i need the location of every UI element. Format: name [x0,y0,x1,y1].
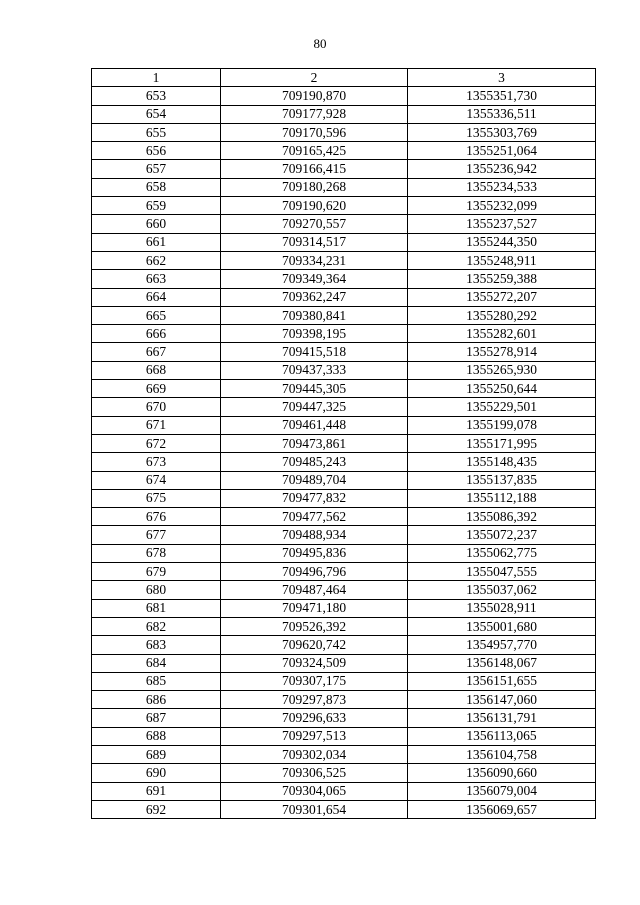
point-number-cell: 663 [92,270,221,288]
y-coordinate-cell: 1355028,911 [408,599,596,617]
x-coordinate-cell: 709485,243 [221,453,408,471]
table-row [92,654,596,672]
table-row [92,526,596,544]
table-row [92,471,596,489]
coordinates-table [91,68,596,819]
point-number-cell: 657 [92,160,221,178]
point-number-cell: 687 [92,709,221,727]
x-coordinate-cell: 709302,034 [221,745,408,763]
table-row [92,563,596,581]
table-row [92,288,596,306]
point-number-cell: 685 [92,672,221,690]
y-coordinate-cell: 1356151,655 [408,672,596,690]
x-coordinate-cell: 709526,392 [221,617,408,635]
x-coordinate-cell: 709270,557 [221,215,408,233]
y-coordinate-cell: 1355062,775 [408,544,596,562]
x-coordinate-cell: 709477,832 [221,489,408,507]
point-number-cell: 670 [92,398,221,416]
x-coordinate-cell: 709304,065 [221,782,408,800]
x-coordinate-cell: 709445,305 [221,380,408,398]
y-coordinate-cell: 1355251,064 [408,142,596,160]
table-row [92,617,596,635]
x-coordinate-cell: 709362,247 [221,288,408,306]
x-coordinate-cell: 709477,562 [221,508,408,526]
point-number-cell: 674 [92,471,221,489]
y-coordinate-cell: 1355037,062 [408,581,596,599]
y-coordinate-cell: 1355282,601 [408,325,596,343]
y-coordinate-cell: 1355236,942 [408,160,596,178]
x-coordinate-cell: 709314,517 [221,233,408,251]
table-row [92,745,596,763]
point-number-cell: 680 [92,581,221,599]
point-number-cell: 682 [92,617,221,635]
table-row [92,416,596,434]
x-coordinate-cell: 709437,333 [221,361,408,379]
y-coordinate-cell: 1356113,065 [408,727,596,745]
x-coordinate-cell: 709489,704 [221,471,408,489]
y-coordinate-cell: 1355265,930 [408,361,596,379]
y-coordinate-cell: 1355237,527 [408,215,596,233]
table-body [92,87,596,819]
x-coordinate-cell: 709495,836 [221,544,408,562]
x-coordinate-cell: 709301,654 [221,800,408,818]
x-coordinate-cell: 709297,873 [221,691,408,709]
point-number-cell: 689 [92,745,221,763]
x-coordinate-cell: 709380,841 [221,306,408,324]
table-row [92,398,596,416]
table-row [92,489,596,507]
x-coordinate-cell: 709471,180 [221,599,408,617]
y-coordinate-cell: 1355086,392 [408,508,596,526]
column-header-2: 2 [221,69,408,87]
point-number-cell: 692 [92,800,221,818]
point-number-cell: 673 [92,453,221,471]
table-row [92,178,596,196]
y-coordinate-cell: 1355250,644 [408,380,596,398]
point-number-cell: 656 [92,142,221,160]
point-number-cell: 672 [92,434,221,452]
y-coordinate-cell: 1356104,758 [408,745,596,763]
point-number-cell: 668 [92,361,221,379]
table-header [92,69,596,87]
point-number-cell: 677 [92,526,221,544]
table-row [92,508,596,526]
table-row [92,581,596,599]
x-coordinate-cell: 709398,195 [221,325,408,343]
point-number-cell: 690 [92,764,221,782]
table-row [92,142,596,160]
table-row [92,691,596,709]
y-coordinate-cell: 1354957,770 [408,636,596,654]
y-coordinate-cell: 1355148,435 [408,453,596,471]
table-row [92,434,596,452]
y-coordinate-cell: 1355336,511 [408,105,596,123]
y-coordinate-cell: 1355112,188 [408,489,596,507]
point-number-cell: 683 [92,636,221,654]
point-number-cell: 659 [92,197,221,215]
y-coordinate-cell: 1355137,835 [408,471,596,489]
y-coordinate-cell: 1355232,099 [408,197,596,215]
header-row [92,69,596,87]
table-row [92,380,596,398]
y-coordinate-cell: 1355047,555 [408,563,596,581]
y-coordinate-cell: 1355259,388 [408,270,596,288]
y-coordinate-cell: 1355234,533 [408,178,596,196]
point-number-cell: 666 [92,325,221,343]
point-number-cell: 660 [92,215,221,233]
x-coordinate-cell: 709190,870 [221,87,408,105]
x-coordinate-cell: 709487,464 [221,581,408,599]
point-number-cell: 664 [92,288,221,306]
point-number-cell: 665 [92,306,221,324]
x-coordinate-cell: 709165,425 [221,142,408,160]
y-coordinate-cell: 1355280,292 [408,306,596,324]
y-coordinate-cell: 1356079,004 [408,782,596,800]
point-number-cell: 691 [92,782,221,800]
x-coordinate-cell: 709334,231 [221,251,408,269]
y-coordinate-cell: 1355303,769 [408,123,596,141]
point-number-cell: 662 [92,251,221,269]
x-coordinate-cell: 709170,596 [221,123,408,141]
x-coordinate-cell: 709166,415 [221,160,408,178]
point-number-cell: 658 [92,178,221,196]
point-number-cell: 669 [92,380,221,398]
y-coordinate-cell: 1355171,995 [408,434,596,452]
y-coordinate-cell: 1355248,911 [408,251,596,269]
point-number-cell: 679 [92,563,221,581]
point-number-cell: 655 [92,123,221,141]
point-number-cell: 675 [92,489,221,507]
x-coordinate-cell: 709324,509 [221,654,408,672]
column-header-1: 1 [92,69,221,87]
point-number-cell: 654 [92,105,221,123]
x-coordinate-cell: 709620,742 [221,636,408,654]
table-row [92,343,596,361]
point-number-cell: 653 [92,87,221,105]
y-coordinate-cell: 1356147,060 [408,691,596,709]
table-row [92,727,596,745]
table-row [92,215,596,233]
table-row [92,251,596,269]
column-header-3: 3 [408,69,596,87]
table-row [92,764,596,782]
x-coordinate-cell: 709307,175 [221,672,408,690]
point-number-cell: 667 [92,343,221,361]
table-row [92,306,596,324]
table-row [92,87,596,105]
table-row [92,800,596,818]
y-coordinate-cell: 1356069,657 [408,800,596,818]
y-coordinate-cell: 1355199,078 [408,416,596,434]
table-row [92,233,596,251]
table-row [92,270,596,288]
y-coordinate-cell: 1356148,067 [408,654,596,672]
point-number-cell: 688 [92,727,221,745]
table-row [92,544,596,562]
table-row [92,599,596,617]
point-number-cell: 661 [92,233,221,251]
y-coordinate-cell: 1356131,791 [408,709,596,727]
table-row [92,709,596,727]
x-coordinate-cell: 709447,325 [221,398,408,416]
x-coordinate-cell: 709297,513 [221,727,408,745]
table-row [92,672,596,690]
point-number-cell: 678 [92,544,221,562]
x-coordinate-cell: 709296,633 [221,709,408,727]
table-row [92,123,596,141]
y-coordinate-cell: 1355351,730 [408,87,596,105]
x-coordinate-cell: 709473,861 [221,434,408,452]
x-coordinate-cell: 709488,934 [221,526,408,544]
x-coordinate-cell: 709177,928 [221,105,408,123]
x-coordinate-cell: 709180,268 [221,178,408,196]
x-coordinate-cell: 709349,364 [221,270,408,288]
table-row [92,160,596,178]
page-number: 80 [313,36,327,51]
y-coordinate-cell: 1355272,207 [408,288,596,306]
point-number-cell: 686 [92,691,221,709]
x-coordinate-cell: 709306,525 [221,764,408,782]
y-coordinate-cell: 1355072,237 [408,526,596,544]
y-coordinate-cell: 1355229,501 [408,398,596,416]
table-row [92,453,596,471]
table-row [92,361,596,379]
table-row [92,636,596,654]
table-row [92,197,596,215]
y-coordinate-cell: 1355001,680 [408,617,596,635]
point-number-cell: 676 [92,508,221,526]
table-row [92,782,596,800]
x-coordinate-cell: 709496,796 [221,563,408,581]
point-number-cell: 681 [92,599,221,617]
x-coordinate-cell: 709190,620 [221,197,408,215]
x-coordinate-cell: 709461,448 [221,416,408,434]
table-row [92,105,596,123]
point-number-cell: 684 [92,654,221,672]
x-coordinate-cell: 709415,518 [221,343,408,361]
point-number-cell: 671 [92,416,221,434]
table-row [92,325,596,343]
y-coordinate-cell: 1356090,660 [408,764,596,782]
y-coordinate-cell: 1355244,350 [408,233,596,251]
y-coordinate-cell: 1355278,914 [408,343,596,361]
